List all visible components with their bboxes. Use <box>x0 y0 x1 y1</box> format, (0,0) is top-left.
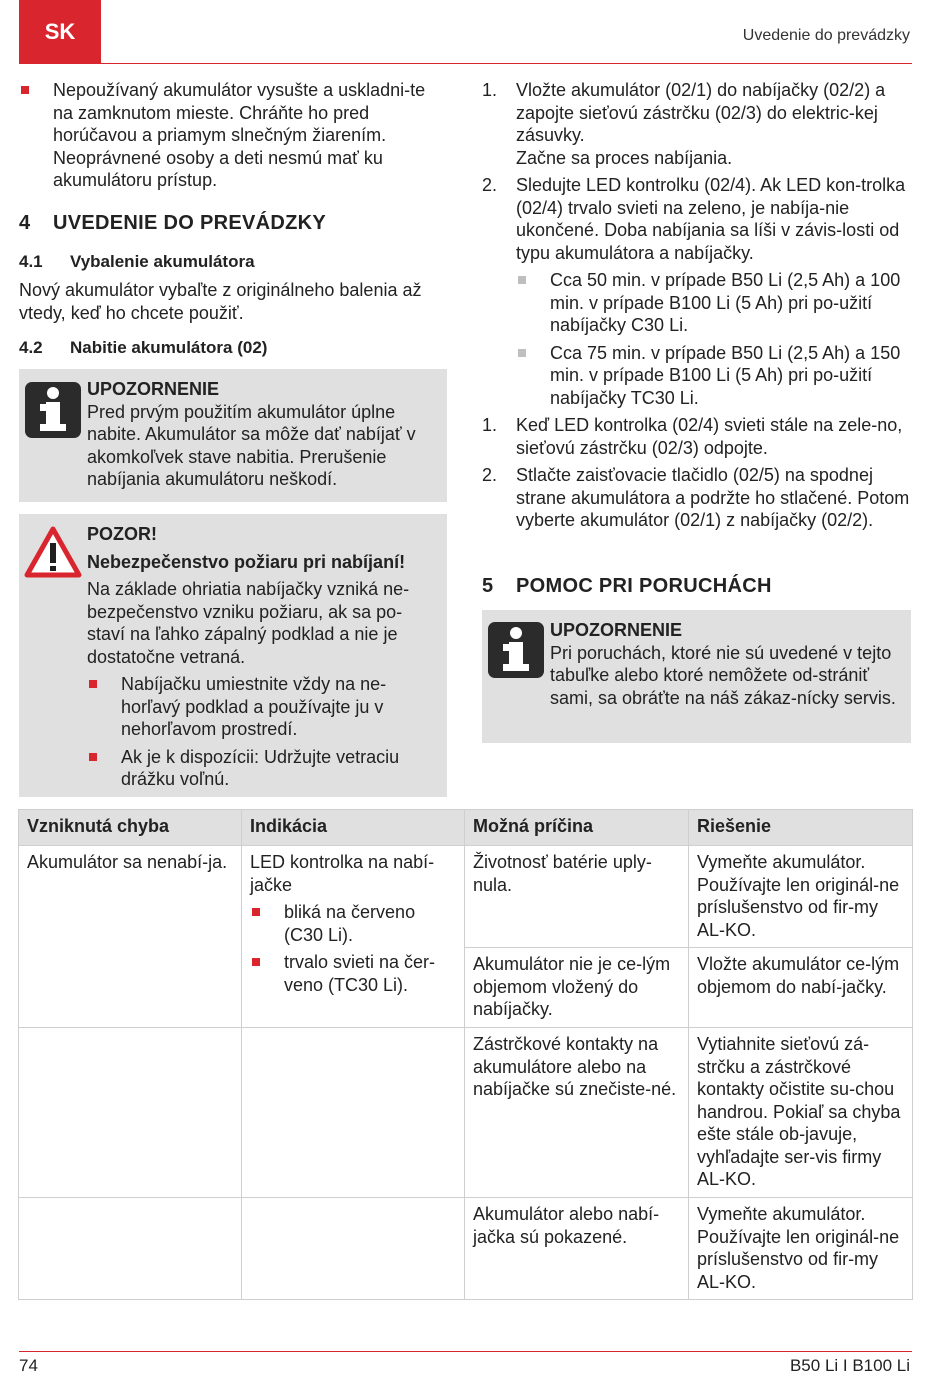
solution-cell: Vytiahnite sieťovú zá-strčku a zástrčkové kontakty očistite su-chou handrou. Pokiaľ sa chyba ešte stále ob-javuje, vyhľadajte ser-vis firmy AL-KO. <box>689 1028 913 1198</box>
note-title: UPOZORNENIE <box>550 620 683 640</box>
intro-bullet <box>19 79 447 192</box>
heading-number: 4.1 <box>19 252 43 271</box>
error-cell <box>19 1198 242 1300</box>
info-icon <box>25 382 81 438</box>
step-item <box>482 414 910 459</box>
section-title: Uvedenie do prevádzky <box>742 27 910 44</box>
troubleshooting-note-box <box>482 610 911 743</box>
page-number: 74 <box>19 1356 38 1375</box>
column-header: Vzniknutá chyba <box>19 810 242 846</box>
charge-time-list <box>482 269 910 409</box>
heading-number: 4 <box>19 212 31 234</box>
table-row <box>19 846 913 948</box>
cause-cell: Životnosť batérie uply-nula. <box>465 846 689 948</box>
warning-text: Na základe ohriatia nabíjačky vzniká ne-bezpečenstvo vzniku požiaru, ak sa po-staví na ľahko zápalný podklad a nie je dostatočne vetraná. <box>87 579 410 667</box>
charge-time-item <box>516 342 910 410</box>
charge-time-text: Cca 50 min. v prípade B50 Li (2,5 Ah) a 100 min. v prípade B100 Li (5 Ah) pri po-užití nabíjačky C30 Li. <box>550 270 901 335</box>
table-row <box>19 1028 913 1198</box>
header-divider <box>19 63 912 64</box>
step-item <box>482 464 910 532</box>
charge-time-item <box>516 269 910 337</box>
unpacking-text: Nový akumulátor vybaľte z originálneho balenia až vtedy, keď ho chcete použiť. <box>19 280 422 323</box>
heading-section-5 <box>482 575 772 598</box>
bullet-marker <box>252 908 260 916</box>
heading-section-4-2 <box>19 338 267 358</box>
error-cell <box>19 1028 242 1198</box>
bullet-marker <box>89 753 97 761</box>
step-item <box>482 79 910 169</box>
step-result: Začne sa proces nabíjania. <box>516 147 733 168</box>
step-text: Stlačte zaisťovacie tlačidlo (02/5) na spodnej strane akumulátora a podržte ho stlačené. Potom vyberte akumulátor (02/1) z nabíjačky (02/2). <box>516 465 910 530</box>
table-row <box>19 1198 913 1300</box>
warning-title: POZOR! <box>87 524 157 544</box>
step-number: 2. <box>482 465 498 485</box>
step-number: 1. <box>482 80 498 100</box>
indication-bullet-text: trvalo svieti na čer-veno (TC30 Li). <box>284 952 436 995</box>
intro-bullet-text: Nepoužívaný akumulátor vysušte a uskladni-te na zamknutom mieste. Chráňte ho pred horúčavou a priamym slnečným žiarením. Neoprávnené osoby a deti nesmú mať ku akumulátoru prístup. <box>53 80 426 190</box>
heading-number: 4.2 <box>19 338 43 357</box>
indication-bullet-text: bliká na červeno (C30 Li). <box>284 902 416 945</box>
table-header-row <box>19 810 913 846</box>
bullet-marker <box>252 958 260 966</box>
cause-cell: Akumulátor nie je ce-lým objemom vložený do nabíjačky. <box>465 948 689 1028</box>
warning-icon <box>24 526 82 578</box>
cause-cell: Zástrčkové kontakty na akumulátore alebo na nabíjačke sú znečiste-né. <box>465 1028 689 1198</box>
heading-text: Nabitie akumulátora (02) <box>70 338 268 357</box>
warning-bullet <box>87 673 439 741</box>
bullet-marker <box>21 86 29 94</box>
note-box <box>19 369 447 502</box>
heading-text: POMOC PRI PORUCHÁCH <box>516 575 772 597</box>
step-number: 2. <box>482 175 498 195</box>
indication-cell <box>242 1198 465 1300</box>
column-header: Indikácia <box>242 810 465 846</box>
heading-number: 5 <box>482 575 494 597</box>
cause-cell: Akumulátor alebo nabí-jačka sú pokazené. <box>465 1198 689 1300</box>
warning-bullet-text: Nabíjačku umiestnite vždy na ne-horľavý podklad a používajte ju v nehorľavom prostredí. <box>121 674 387 739</box>
step-item <box>482 174 910 264</box>
warning-bullet <box>87 746 439 791</box>
step-text: Vložte akumulátor (02/1) do nabíjačky (02/2) a zapojte sieťovú zástrčku (02/3) do elektric-kej zásuvky. <box>516 80 886 145</box>
language-tab: SK <box>19 0 101 64</box>
bullet-marker <box>518 276 526 284</box>
heading-text: UVEDENIE DO PREVÁDZKY <box>53 212 327 234</box>
warning-box <box>19 514 447 797</box>
bullet-marker <box>89 680 97 688</box>
heading-section-4-1 <box>19 252 255 272</box>
note-text: Pred prvým použitím akumulátor úplne nabite. Akumulátor sa môže dať nabíjať v akomkoľvek stave nabitia. Prerušenie nabíjania akumulátoru neškodí. <box>87 401 416 489</box>
warning-subtitle: Nebezpečenstvo požiaru pri nabíjaní! <box>87 551 406 572</box>
heading-section-4 <box>19 212 326 235</box>
right-column <box>482 79 910 532</box>
model-name: B50 Li I B100 Li <box>789 1356 910 1375</box>
solution-cell: Vymeňte akumulátor. Používajte len originál-ne príslušenstvo od fir-my AL-KO. <box>689 846 913 948</box>
step-number: 1. <box>482 415 498 435</box>
left-column <box>19 79 447 192</box>
warning-bullet-text: Ak je k dispozícii: Udržujte vetraciu drážku voľnú. <box>121 746 400 789</box>
footer-divider <box>19 1351 912 1352</box>
column-header: Riešenie <box>689 810 913 846</box>
indication-bullet <box>250 901 456 946</box>
step-text: Sledujte LED kontrolku (02/4). Ak LED kon-trolka (02/4) trvalo svieti na zeleno, je nabíja-nie ukončené. Doba nabíjania sa líši v závis-losti od typu akumulátora a nabíjačky. <box>516 175 906 263</box>
troubleshooting-table <box>18 809 913 1300</box>
heading-text: Vybalenie akumulátora <box>70 252 255 271</box>
note-text: Pri poruchách, ktoré nie sú uvedené v tejto tabuľke alebo ktoré nemôžete od-strániť sami, sa obráťte na náš zákaz-nícky servis. <box>550 642 896 708</box>
solution-cell: Vymeňte akumulátor. Používajte len originál-ne príslušenstvo od fir-my AL-KO. <box>689 1198 913 1300</box>
charge-time-text: Cca 75 min. v prípade B50 Li (2,5 Ah) a 150 min. v prípade B100 Li (5 Ah) pri po-užití nabíjačky TC30 Li. <box>550 342 901 408</box>
bullet-marker <box>518 349 526 357</box>
indication-cell <box>242 846 465 1028</box>
indication-bullet <box>250 951 456 996</box>
indication-cell <box>242 1028 465 1198</box>
indication-text: LED kontrolka na nabí-jačke <box>250 852 435 895</box>
solution-cell: Vložte akumulátor ce-lým objemom do nabí-jačky. <box>689 948 913 1028</box>
error-cell: Akumulátor sa nenabí-ja. <box>19 846 242 1028</box>
note-title: UPOZORNENIE <box>87 379 220 399</box>
info-icon <box>488 622 544 678</box>
column-header: Možná príčina <box>465 810 689 846</box>
step-text: Keď LED kontrolka (02/4) svieti stále na zele-no, sieťovú zástrčku (02/3) odpojte. <box>516 415 903 458</box>
